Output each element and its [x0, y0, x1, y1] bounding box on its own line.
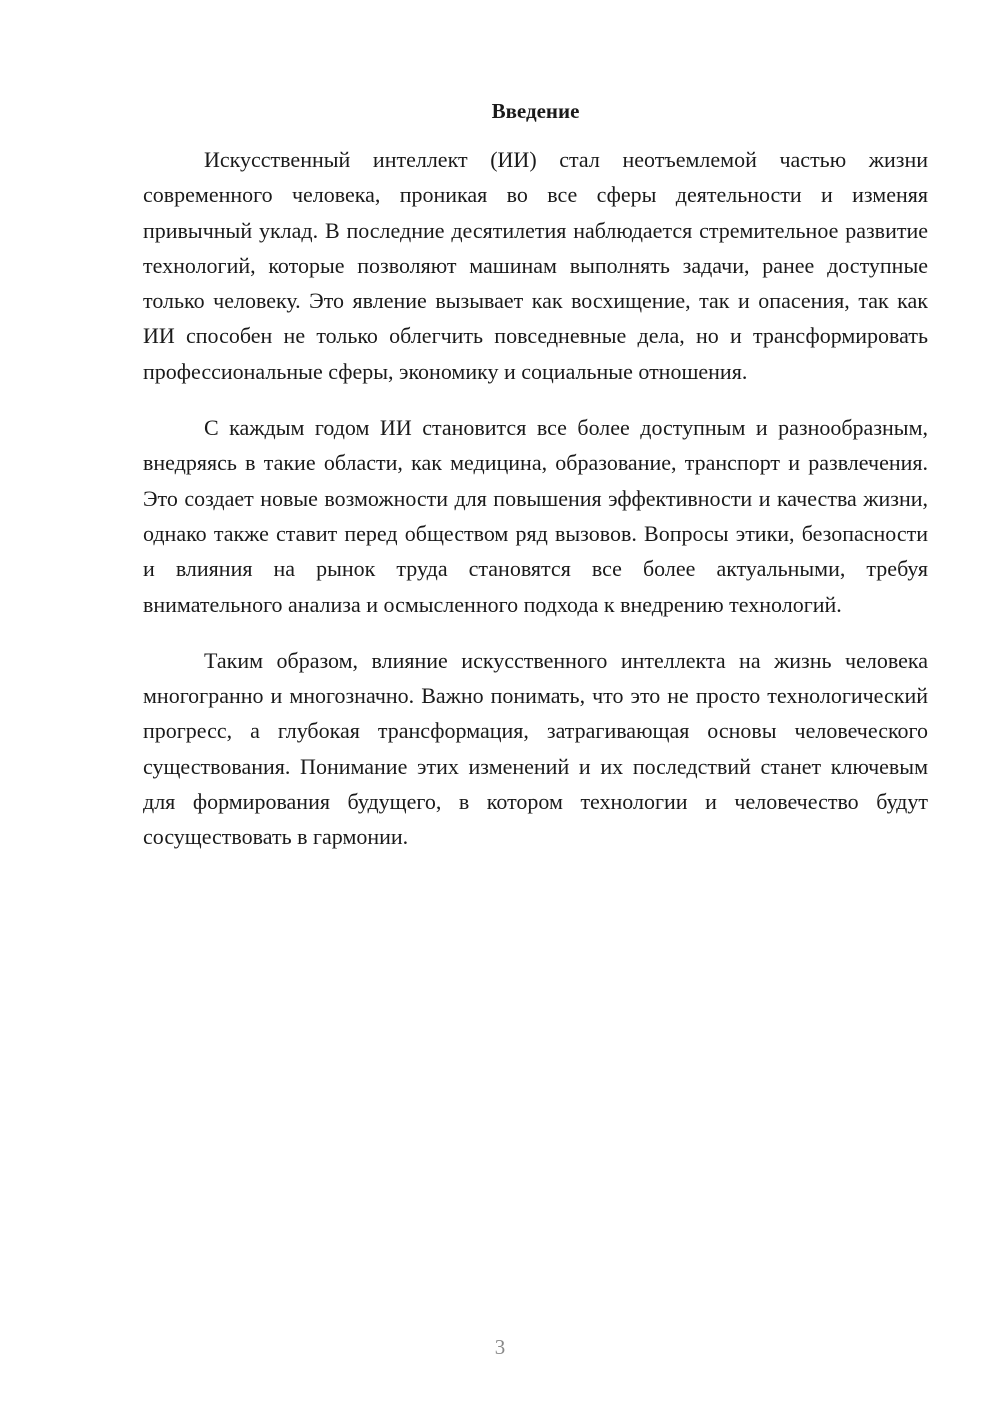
paragraph-2: С каждым годом ИИ становится все более доступным и разнообразным, внедряясь в такие области, как медицина, образование, транспорт и развлечения. Это создает новые возможности для повышения эффективности и качества жизни, однако также ставит перед обществом ряд вызовов. Вопросы этики, безопасности и влияния на рынок труда становятся все более актуальными, требуя внимательного анализа и осмысленного подхода к внедрению технологий.: [143, 415, 928, 617]
paragraph-3: Таким образом, влияние искусственного интеллекта на жизнь человека многогранно и многозначно. Важно понимать, что это не просто технологический прогресс, а глубокая трансформация, затрагивающая основы человеческого существования. Понимание этих изменений и их последствий станет ключевым для формирования будущего, в котором технологии и человечество будут сосуществовать в гармонии.: [143, 647, 928, 850]
page-number: 3: [494, 1335, 506, 1359]
section-heading: Введение: [491, 99, 580, 123]
paragraph-1: Искусственный интеллект (ИИ) стал неотъемлемой частью жизни современного человека, проникая во все сферы деятельности и изменяя привычный уклад. В последние десятилетия наблюдается стремительное развитие технологий, которые позволяют машинам выполнять задачи, ранее доступные только человеку. Это явление вызывает как восхищение, так и опасения, так как ИИ способен не только облегчить повседневные дела, но и трансформировать профессиональные сферы, экономику и социальные отношения.: [143, 147, 928, 384]
body-text: [143, 142, 928, 876]
